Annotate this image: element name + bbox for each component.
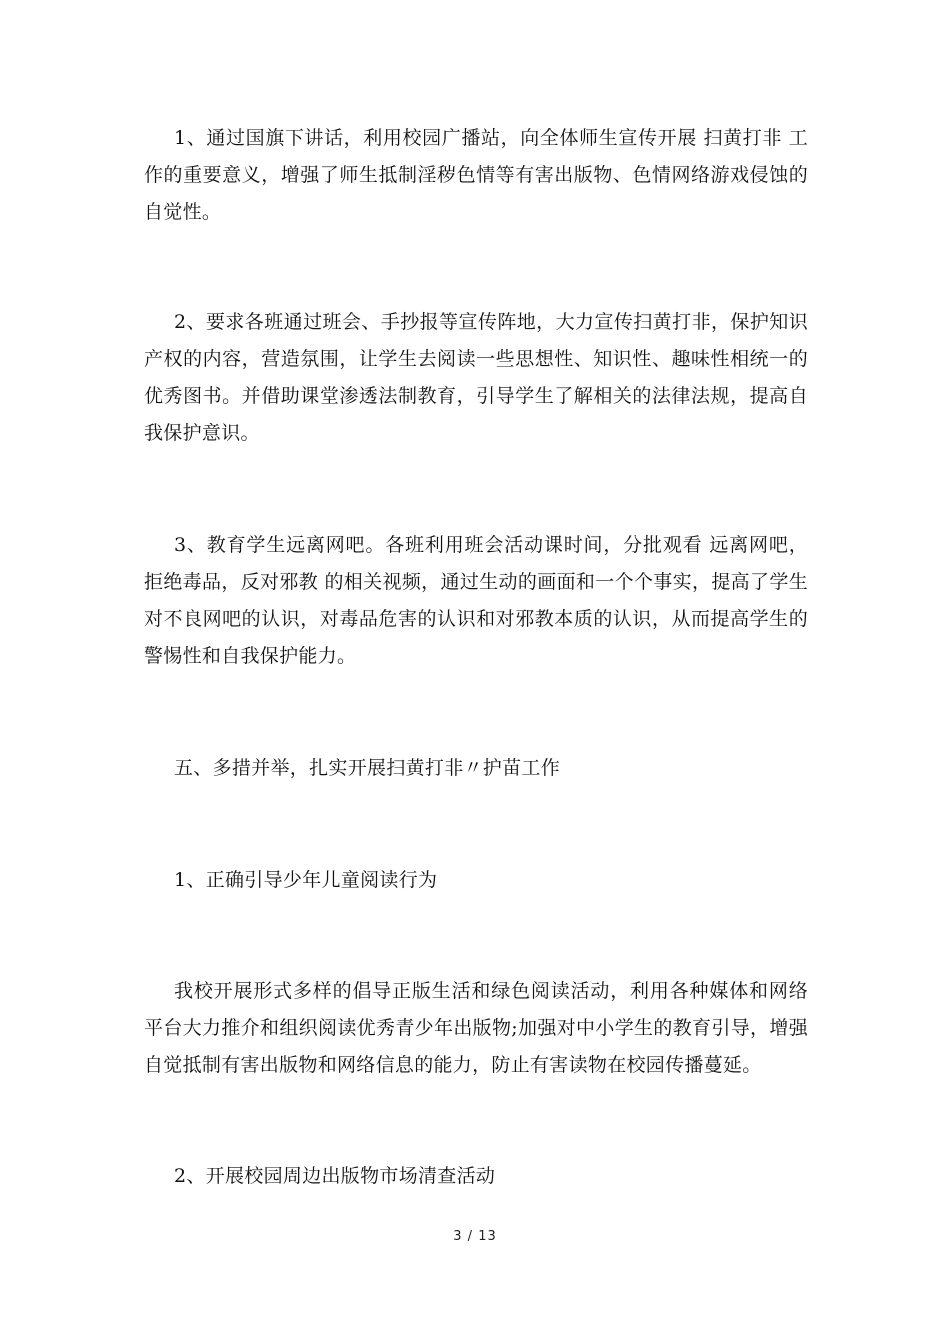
subsection-heading-1: 1、正确引导少年儿童阅读行为: [174, 869, 438, 891]
paragraph-3: 3、教育学生远离网吧。各班利用班会活动课时间，分批观看 远离网吧，拒绝毒品，反对邪教 的相关视频，通过生动的画面和一个个事实，提高了学生对不良网吧的认识，对毒品危害的认识和对邪教本质的认识，从而提高学生的警惕性和自我保护能力。: [144, 534, 808, 667]
page-current: 3: [453, 1229, 463, 1244]
page-separator: /: [462, 1229, 479, 1244]
section-heading: 五、多措并举，扎实开展扫黄打非〃护苗工作: [174, 757, 561, 779]
paragraph-1: 1、通过国旗下讲话，利用校园广播站，向全体师生宣传开展 扫黄打非 工作的重要意义，增强了师生抵制淫秽色情等有害出版物、色情网络游戏侵蚀的自觉性。: [144, 127, 808, 223]
page-total: 13: [478, 1229, 497, 1244]
paragraph-4: 我校开展形式多样的倡导正版生活和绿色阅读活动，利用各种媒体和网络平台大力推介和组织阅读优秀青少年出版物;加强对中小学生的教育引导，增强自觉抵制有害出版物和网络信息的能力，防止有害读物在校园传播蔓延。: [144, 980, 808, 1076]
subsection-heading-2: 2、开展校园周边出版物市场清查活动: [174, 1165, 496, 1187]
paragraph-2: 2、要求各班通过班会、手抄报等宣传阵地，大力宣传扫黄打非，保护知识产权的内容，营造氛围，让学生去阅读一些思想性、知识性、趣味性相统一的优秀图书。并借助课堂渗透法制教育，引导学生了解相关的法律法规，提高自我保护意识。: [144, 311, 808, 444]
page-number: [0, 1229, 950, 1244]
